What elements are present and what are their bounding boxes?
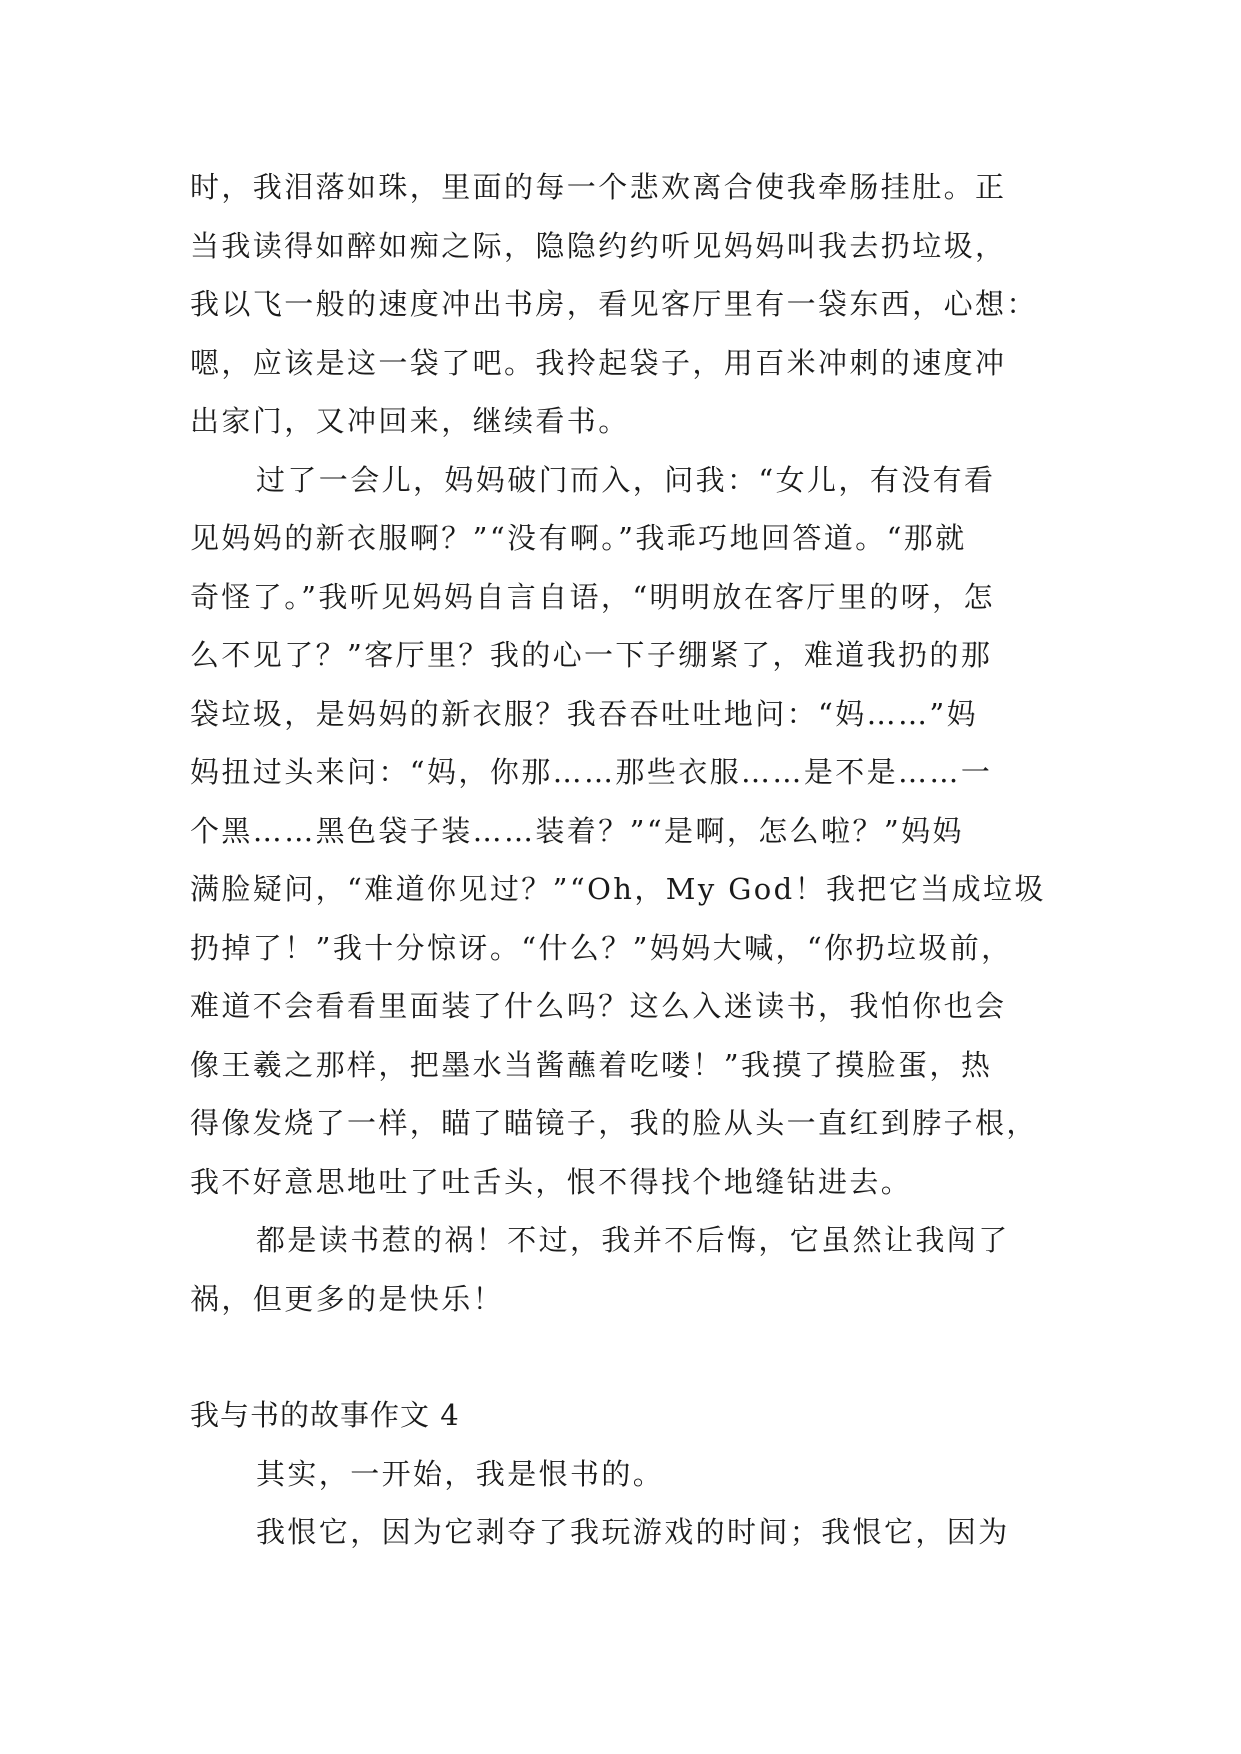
text-line: 祸，但更多的是快乐！ <box>190 1281 505 1316</box>
paragraph-4 <box>190 1445 1070 1504</box>
text-line: 我恨它，因为它剥夺了我玩游戏的时间；我恨它，因为 <box>256 1515 1010 1549</box>
text-line: 个黑……黑色袋子装……装着？”“是啊，怎么啦？”妈妈 <box>190 813 964 848</box>
text-line: 出家门，又冲回来，继续看书。 <box>190 404 630 438</box>
paragraph-5 <box>190 1503 1070 1562</box>
text-line: 其实，一开始，我是恨书的。 <box>256 1456 665 1491</box>
text-line: 见妈妈的新衣服啊？”“没有啊。”我乖巧地回答道。“那就 <box>190 521 967 555</box>
text-line: 我不好意思地吐了吐舌头，恨不得找个地缝钻进去。 <box>190 1164 913 1199</box>
text-line: 妈扭过头来问：“妈，你那……那些衣服……是不是……一 <box>190 755 993 789</box>
text-line: 像王羲之那样，把墨水当酱蘸着吃喽！”我摸了摸脸蛋，热 <box>190 1047 993 1082</box>
text-line: 么不见了？”客厅里？我的心一下子绷紧了，难道我扔的那 <box>190 638 993 672</box>
text-line: 满脸疑问，“难道你见过？”“Oh，My God！我把它当成垃圾 <box>190 872 1046 906</box>
text-line: 袋垃圾，是妈妈的新衣服？我吞吞吐吐地问：“妈……”妈 <box>190 696 979 731</box>
text-line: 奇怪了。”我听见妈妈自言自语，“明明放在客厅里的呀，怎 <box>190 579 995 614</box>
text-line: 嗯，应该是这一袋了吧。我拎起袋子，用百米冲刺的速度冲 <box>190 345 1007 380</box>
text-line: 我以飞一般的速度冲出书房，看见客厅里有一袋东西，心想： <box>190 287 1038 321</box>
section-spacer <box>190 1328 1070 1386</box>
text-line: 当我读得如醉如痴之际，隐隐约约听见妈妈叫我去扔垃圾， <box>190 228 1007 263</box>
text-line: 得像发烧了一样，瞄了瞄镜子，我的脸从头一直红到脖子根， <box>190 1106 1038 1140</box>
text-line: 扔掉了！”我十分惊讶。“什么？”妈妈大喊，“你扔垃圾前， <box>190 930 1013 965</box>
text-line: 时，我泪落如珠，里面的每一个悲欢离合使我牵肠挂肚。正 <box>190 170 1007 204</box>
text-line: 难道不会看看里面装了什么吗？这么入迷读书，我怕你也会 <box>190 989 1007 1023</box>
section-heading: 我与书的故事作文 4 <box>190 1398 460 1432</box>
document-page <box>190 158 1070 1562</box>
paragraph-3 <box>190 1211 1070 1328</box>
paragraph-2 <box>190 451 1070 1212</box>
paragraph-1 <box>190 158 1070 451</box>
text-line: 过了一会儿，妈妈破门而入，问我：“女儿，有没有看 <box>256 462 996 497</box>
text-line: 都是读书惹的祸！不过，我并不后悔，它虽然让我闯了 <box>256 1223 1010 1257</box>
